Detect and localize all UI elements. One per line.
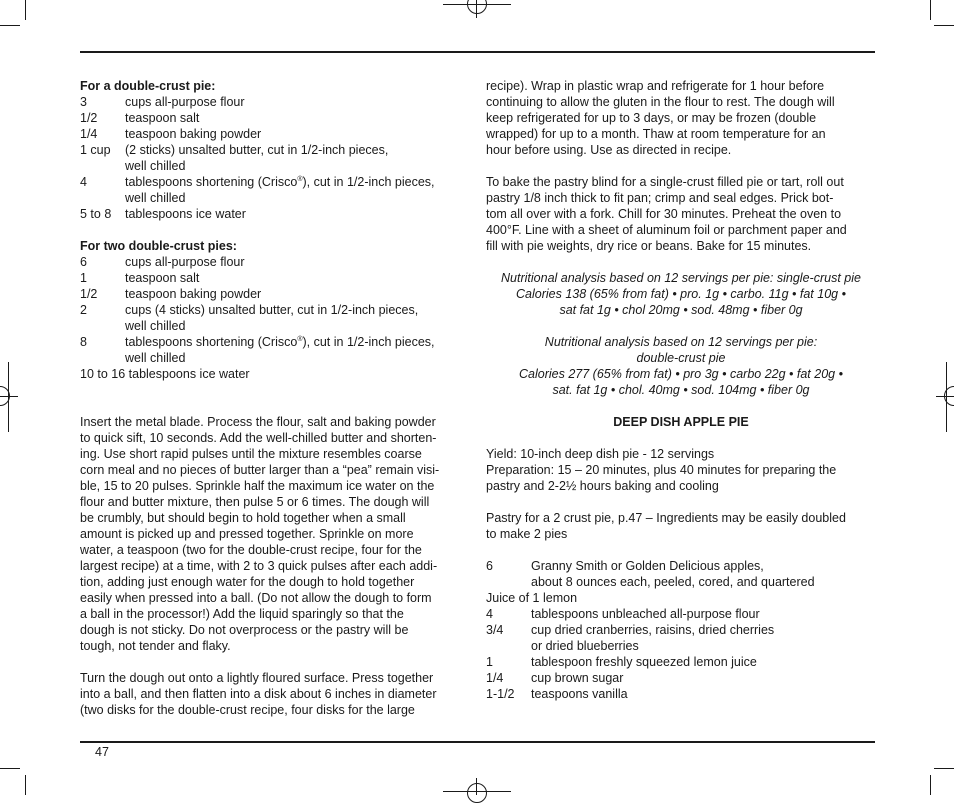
ingredient-quantity: 1/2 xyxy=(80,287,98,301)
text-line: Nutritional analysis based on 12 servings per pie: xyxy=(544,335,818,349)
ingredient-row xyxy=(80,142,470,174)
ingredient-quantity: 1/4 xyxy=(486,671,504,685)
ingredient-quantity: 3/4 xyxy=(486,623,504,637)
registration-mark xyxy=(443,4,511,5)
ingredient-quantity: 3 xyxy=(80,95,87,109)
ingredient-row xyxy=(80,302,470,334)
text-line: flour and butter mixture, then pulse 5 or 6 times. The dough will xyxy=(80,495,430,509)
ingredient-description xyxy=(125,270,470,286)
ingredient-description xyxy=(125,286,470,302)
ingredient-row xyxy=(486,558,876,590)
recipe-preparation xyxy=(486,462,876,494)
text-line: Turn the dough out onto a lightly floured surface. Press together xyxy=(80,671,434,685)
recipe-yield: Yield: 10-inch deep dish pie - 12 servings xyxy=(486,447,715,461)
text-line: recipe). Wrap in plastic wrap and refrigerate for 1 hour before xyxy=(486,79,825,93)
left-column xyxy=(80,78,470,718)
ingredient-description-line: tablespoons unbleached all-purpose flour xyxy=(531,607,760,621)
registration-mark xyxy=(0,396,18,397)
ingredient-quantity: 1-1/2 xyxy=(486,687,515,701)
ingredient-description-line: teaspoon baking powder xyxy=(125,287,262,301)
ingredient-description-line: or dried blueberries xyxy=(531,639,639,653)
ingredient-row xyxy=(486,670,876,686)
ingredient-quantity: 8 xyxy=(80,335,87,349)
ingredient-description-line: teaspoon salt xyxy=(125,111,200,125)
ingredient-row xyxy=(80,126,470,142)
ingredient-quantity: 2 xyxy=(80,303,87,317)
ingredient-description-line: well chilled xyxy=(125,159,186,173)
text-line: be crumbly, but should begin to hold together when a small xyxy=(80,511,406,525)
ingredient-quantity: 1 xyxy=(486,655,493,669)
registration-mark xyxy=(467,783,487,803)
crop-mark xyxy=(25,0,26,20)
ingredient-row xyxy=(486,686,876,702)
instructions-paragraph xyxy=(80,414,470,654)
text-line: corn meal and no pieces of butter larger than a “pea” remain visi- xyxy=(80,463,440,477)
text-line: fill with pie weights, dry rice or beans. Bake for 15 minutes. xyxy=(486,239,812,253)
ingredient-description-line: cup dried cranberries, raisins, dried cherries xyxy=(531,623,775,637)
registration-mark xyxy=(946,362,947,432)
text-line: (two disks for the double-crust recipe, four disks for the large xyxy=(80,703,415,717)
crop-mark xyxy=(25,775,26,795)
ingredient-description-line: well chilled xyxy=(125,191,186,205)
two-double-crust-ingredient-list xyxy=(80,254,470,366)
nutrition-double-crust xyxy=(486,334,876,398)
double-crust-ingredient-list xyxy=(80,94,470,222)
registration-mark xyxy=(476,0,477,18)
ingredient-description xyxy=(531,622,876,654)
crop-mark xyxy=(934,25,954,26)
text-line: continuing to allow the gluten in the flour to rest. The dough will xyxy=(486,95,835,109)
ingredient-description xyxy=(531,686,876,702)
text-line: into a ball, and then flatten into a disk about 6 inches in diameter xyxy=(80,687,437,701)
ingredient-description-line: well chilled xyxy=(125,351,186,365)
ingredient-row xyxy=(80,254,470,270)
ingredient-row xyxy=(80,286,470,302)
double-crust-heading: For a double-crust pie: xyxy=(80,79,216,93)
ingredient-description xyxy=(125,174,470,206)
text-line: a ball in the processor!) Add the liquid sparingly so that the xyxy=(80,607,404,621)
ingredient-line: Juice of 1 lemon xyxy=(486,591,578,605)
text-line: tough, not tender and flaky. xyxy=(80,639,231,653)
ingredient-description-line: cups all-purpose flour xyxy=(125,255,245,269)
ingredient-description-line: Granny Smith or Golden Delicious apples, xyxy=(531,559,764,573)
ingredient-description xyxy=(125,302,470,334)
registration-mark xyxy=(8,362,9,432)
pastry-note xyxy=(486,510,876,542)
text-line: Preparation: 15 – 20 minutes, plus 40 minutes for preparing the xyxy=(486,463,837,477)
ingredient-quantity: 1 cup xyxy=(80,143,111,157)
ingredient-description-line: cups (4 sticks) unsalted butter, cut in 1/2-inch pieces, xyxy=(125,303,419,317)
ingredient-description-line: tablespoon freshly squeezed lemon juice xyxy=(531,655,757,669)
instructions-paragraph xyxy=(486,78,876,158)
ingredient-description-line: tablespoons shortening (Crisco®), cut in 1/2-inch pieces, xyxy=(125,335,435,349)
text-line: ble, 15 to 20 pulses. Sprinkle half the maximum ice water on the xyxy=(80,479,435,493)
ingredient-description-line: teaspoon baking powder xyxy=(125,127,262,141)
registration-mark xyxy=(476,778,477,795)
instructions-paragraph xyxy=(80,670,470,718)
ingredient-quantity: 1/4 xyxy=(80,127,98,141)
ingredient-description xyxy=(125,94,470,110)
ingredient-description-line: teaspoons vanilla xyxy=(531,687,628,701)
ingredient-quantity: 4 xyxy=(80,175,87,189)
ingredient-row xyxy=(486,606,876,622)
text-line: sat. fat 1g • chol. 40mg • sod. 104mg • fiber 0g xyxy=(552,383,810,397)
text-line: keep refrigerated for up to 3 days, or may be frozen (double xyxy=(486,111,817,125)
ingredient-quantity: 5 to 8 xyxy=(80,207,112,221)
ingredient-row xyxy=(80,270,470,286)
text-line: Calories 277 (65% from fat) • pro 3g • carbo 22g • fat 20g • xyxy=(519,367,843,381)
nutrition-single-crust xyxy=(486,270,876,318)
text-line: hour before using. Use as directed in recipe. xyxy=(486,143,732,157)
ingredient-row xyxy=(80,94,470,110)
apple-pie-ingredient-list xyxy=(486,606,876,702)
ingredient-row xyxy=(80,110,470,126)
ingredient-quantity: 1 xyxy=(80,271,87,285)
ingredient-description xyxy=(531,654,876,670)
text-line: easily when pressed into a ball. (Do not allow the dough to form xyxy=(80,591,432,605)
ingredient-row xyxy=(486,654,876,670)
text-line: tion, adding just enough water for the dough to hold together xyxy=(80,575,415,589)
crop-mark xyxy=(934,768,954,769)
ingredient-description xyxy=(125,142,470,174)
text-line: dough is not sticky. Do not overprocess or the pastry will be xyxy=(80,623,409,637)
registration-mark xyxy=(467,0,487,14)
text-line: 400°F. Line with a sheet of aluminum foil or parchment paper and xyxy=(486,223,847,237)
text-line: water, a teaspoon (two for the double-crust recipe, four for the xyxy=(80,543,422,557)
ingredient-row xyxy=(80,206,470,222)
ingredient-description-line: tablespoons shortening (Crisco®), cut in 1/2-inch pieces, xyxy=(125,175,435,189)
text-line: Insert the metal blade. Process the flour, salt and baking powder xyxy=(80,415,436,429)
apple-ingredient xyxy=(486,558,876,590)
ingredient-description-line: teaspoon salt xyxy=(125,271,200,285)
ingredient-description-line: cups all-purpose flour xyxy=(125,95,245,109)
text-line: ing. Use short rapid pulses until the mixture resembles coarse xyxy=(80,447,422,461)
text-line: largest recipe) at a time, with 2 to 3 quick pulses after each addi- xyxy=(80,559,438,573)
bottom-rule xyxy=(80,741,875,743)
ingredient-description-line: about 8 ounces each, peeled, cored, and quartered xyxy=(531,575,815,589)
two-double-crust-heading: For two double-crust pies: xyxy=(80,239,237,253)
text-line: Calories 138 (65% from fat) • pro. 1g • carbo. 11g • fat 10g • xyxy=(516,287,846,301)
ingredient-row xyxy=(80,174,470,206)
ingredient-quantity: 4 xyxy=(486,607,493,621)
top-rule xyxy=(80,51,875,53)
ingredient-line: 10 to 16 tablespoons ice water xyxy=(80,367,250,381)
ingredient-description-line: well chilled xyxy=(125,319,186,333)
crop-mark xyxy=(0,768,20,769)
registration-mark xyxy=(443,791,511,792)
ingredient-description xyxy=(125,254,470,270)
ingredient-row xyxy=(80,334,470,366)
text-line: pastry and 2-2½ hours baking and cooling xyxy=(486,479,719,493)
crop-mark xyxy=(930,0,931,20)
text-line: to quick sift, 10 seconds. Add the well-chilled butter and shorten- xyxy=(80,431,437,445)
ingredient-description-line: (2 sticks) unsalted butter, cut in 1/2-inch pieces, xyxy=(125,143,389,157)
text-line: To bake the pastry blind for a single-crust filled pie or tart, roll out xyxy=(486,175,844,189)
ingredient-description xyxy=(125,110,470,126)
text-line: to make 2 pies xyxy=(486,527,568,541)
text-line: Pastry for a 2 crust pie, p.47 – Ingredients may be easily doubled xyxy=(486,511,846,525)
recipe-title: DEEP DISH APPLE PIE xyxy=(613,415,749,429)
crop-mark xyxy=(0,25,20,26)
text-line: Nutritional analysis based on 12 servings per pie: single-crust pie xyxy=(501,271,861,285)
right-column xyxy=(486,78,876,702)
text-line: double-crust pie xyxy=(636,351,726,365)
ingredient-description xyxy=(531,670,876,686)
crop-mark xyxy=(930,775,931,795)
ingredient-description xyxy=(125,206,470,222)
text-line: tom all over with a fork. Chill for 30 minutes. Preheat the oven to xyxy=(486,207,842,221)
ingredient-description-line: tablespoons ice water xyxy=(125,207,246,221)
ingredient-description xyxy=(531,606,876,622)
ingredient-row xyxy=(486,622,876,654)
text-line: sat fat 1g • chol 20mg • sod. 48mg • fiber 0g xyxy=(559,303,803,317)
ingredient-description xyxy=(125,126,470,142)
blind-bake-paragraph xyxy=(486,174,876,254)
text-line: pastry 1/8 inch thick to fit pan; crimp and seal edges. Prick bot- xyxy=(486,191,834,205)
ingredient-quantity: 1/2 xyxy=(80,111,98,125)
ingredient-description xyxy=(125,334,470,366)
ingredient-quantity: 6 xyxy=(80,255,87,269)
text-line: wrapped) for up to a month. Thaw at room temperature for an xyxy=(486,127,826,141)
ingredient-quantity: 6 xyxy=(486,559,493,573)
ingredient-description xyxy=(531,558,876,590)
registration-mark xyxy=(936,396,954,397)
page-number: 47 xyxy=(95,745,109,759)
ingredient-description-line: cup brown sugar xyxy=(531,671,624,685)
text-line: amount is picked up and pressed together. Sprinkle on more xyxy=(80,527,414,541)
